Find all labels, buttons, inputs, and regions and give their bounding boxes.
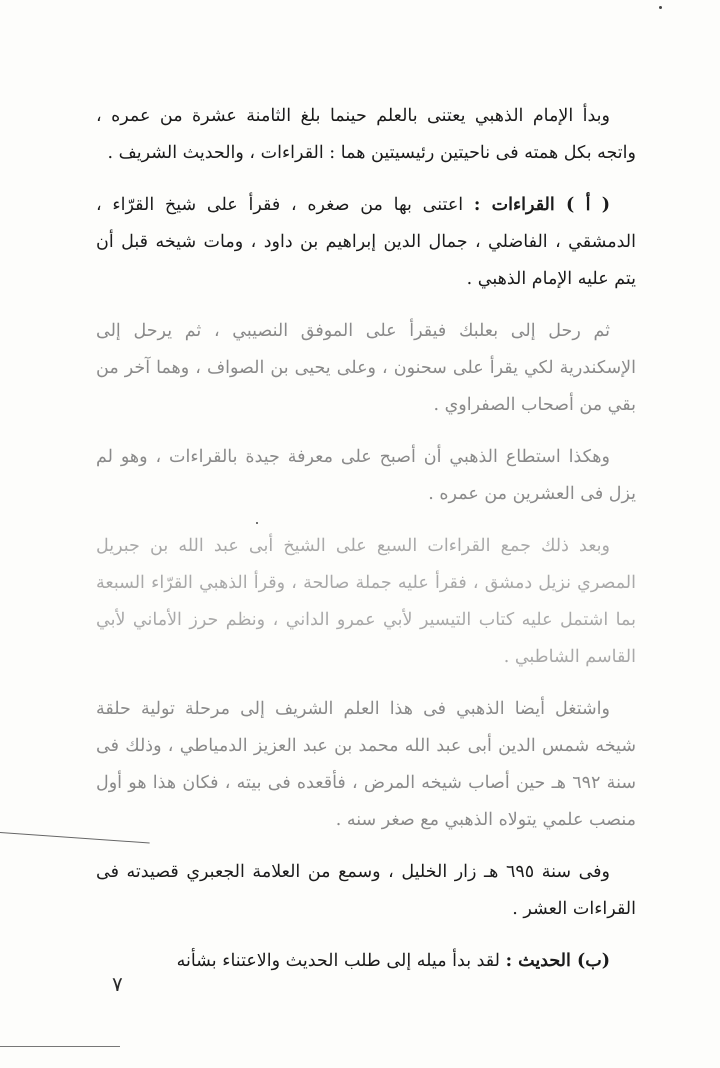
scan-speck (256, 522, 258, 524)
paragraph-khalil (96, 854, 636, 928)
paragraph-travel (96, 313, 636, 424)
paragraph-intro-text: وبدأ الإمام الذهبي يعتنى بالعلم حينما بلغ الثامنة عشرة من عمره ، واتجه بكل همته فى ناحيتين رئيسيتين هما : القراءات ، والحديث الشريف . (96, 106, 636, 163)
paragraph-circle-text: واشتغل أيضا الذهبي فى هذا العلم الشريف إلى مرحلة تولية حلقة شيخه شمس الدين أبى عبد الله محمد بن عبد العزيز الدمياطي ، وذلك فى سنة ٦٩٢ هـ حين أصاب شيخه المرض ، فأقعده فى بيته ، فكان هذا هو أول منصب علمي يتولاه الذهبي مع صغر سنه . (96, 699, 637, 830)
paragraph-circle (96, 691, 636, 839)
paragraph-knowledge (96, 439, 636, 513)
section-heading-hadith: (ب) الحديث : (505, 951, 610, 971)
paragraph-seven-readings-text: وبعد ذلك جمع القراءات السبع على الشيخ أبى عبد الله بن جبريل المصري نزيل دمشق ، فقرأ عليه جملة صالحة ، وقرأ الذهبي القرّاء السبعة بما اشتمل عليه كتاب التيسير لأبي عمرو الداني ، ونظم حرز الأماني لأبي القاسم الشاطبي . (96, 536, 636, 667)
paragraph-khalil-text: وفى سنة ٦٩٥ هـ زار الخليل ، وسمع من العلامة الجعبري قصيدته فى القراءات العشر . (96, 862, 636, 919)
paragraph-knowledge-text: وهكذا استطاع الذهبي أن أصبح على معرفة جيدة بالقراءات ، وهو لم يزل فى العشرين من عمره . (96, 447, 636, 504)
paragraph-qiraat-text: اعتنى بها من صغره ، فقرأ على شيخ القرّاء ، الدمشقي ، الفاضلي ، جمال الدين إبراهيم بن داود ، ومات شيخه قبل أن يتم عليه الإمام الذهبي . (96, 195, 636, 289)
body-text (96, 98, 636, 995)
paragraph-hadith-text: لقد بدأ ميله إلى طلب الحديث والاعتناء بشأنه (176, 951, 500, 971)
section-heading-qiraat: ( أ ) القراءات : (473, 195, 610, 215)
page-number: ٧ (112, 972, 123, 996)
paragraph-qiraat (96, 187, 636, 298)
paragraph-travel-text: ثم رحل إلى بعلبك فيقرأ على الموفق النصيبي ، ثم يرحل إلى الإسكندرية لكي يقرأ على سحنون ، وعلى يحيى بن الصواف ، وهما آخر من بقي من أصحاب الصفراوي . (96, 321, 636, 415)
paragraph-intro (96, 98, 636, 172)
scan-speck (659, 6, 662, 9)
paragraph-hadith (96, 943, 636, 980)
scan-artifact-line (0, 1046, 120, 1047)
paragraph-seven-readings (96, 528, 636, 676)
